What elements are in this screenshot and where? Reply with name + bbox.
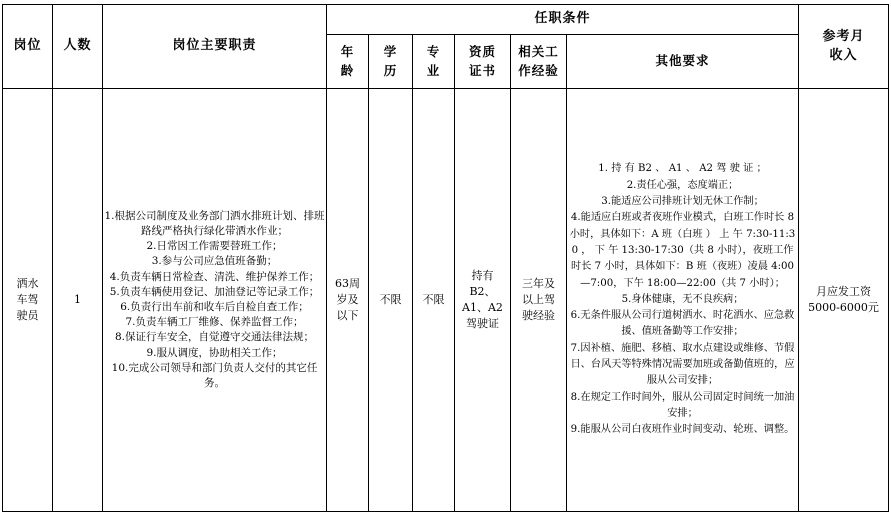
cell-position (3, 89, 53, 512)
other-item: 9.能服从公司白夜班作业时间变动、轮班、调整。 (570, 424, 795, 436)
cell-experience (511, 89, 567, 512)
other-item: 3.能适应公司排班计划无休工作制； (601, 195, 764, 207)
header-age-text: 年龄 (340, 44, 355, 78)
header-headcount: 人数 (53, 5, 103, 89)
header-major (413, 35, 455, 89)
header-age (327, 35, 369, 89)
other-item: 2.责任心强，态度端正； (626, 179, 739, 191)
other-item: 6.无条件服从公司行道树洒水、时花洒水、应急救援、值班备勤等工作安排； (570, 310, 795, 338)
other-item: 4.能适应白班或者夜班作业模式，白班工作时长 8 小时，具体如下：A 班（白班 ） 上 午 7:30-11:30 ， 下 午 13:30-17:30（共 8 小时），夜班工作时长 7 小时，具体如下：B 班（夜班）凌晨 4:00—7:00，下午 18:00—22:00（共 7 小时）； (569, 212, 796, 289)
header-major-text: 专业 (426, 44, 441, 78)
income-text: 月应发工资5000-6000元 (808, 285, 879, 314)
header-other: 其他要求 (567, 35, 799, 89)
experience-text: 三年及以上驾驶经验 (522, 277, 555, 322)
duty-item: 4.负责车辆日常检查、清洗、维护保养工作； (109, 270, 320, 283)
duty-item: 1.根据公司制度及业务部门洒水排班计划、排班路线严格执行绿化带洒水作业； (104, 209, 325, 237)
cell-education: 不限 (369, 89, 413, 512)
header-duties: 岗位主要职责 (103, 5, 327, 89)
cell-duties (103, 89, 327, 512)
other-item: 8.在规定工作时间外，服从公司固定时间统一加油安排； (570, 391, 795, 420)
other-item: 5.身体健康，无不良疾病； (621, 293, 744, 305)
cell-major: 不限 (413, 89, 455, 512)
header-certificate (455, 35, 511, 89)
header-experience-text: 相关工作经验 (518, 44, 559, 78)
duty-item: 3.参与公司应急值班备勤； (151, 255, 278, 268)
header-education-text: 学历 (383, 44, 398, 78)
header-experience (511, 35, 567, 89)
position-text: 洒水车驾驶员 (16, 277, 39, 322)
duty-item: 2.日常因工作需要替班工作； (146, 240, 283, 253)
other-item: 1. 持 有 B2 、 A1 、 A2 驾 驶 证 ； (598, 163, 767, 175)
duty-item: 8.保证行车安全，自觉遵守交通法律法规； (114, 331, 315, 344)
age-text: 63周岁及以下 (335, 277, 360, 322)
header-requirements: 任职条件 (327, 5, 799, 35)
cell-age (327, 89, 369, 512)
header-position: 岗位 (3, 5, 53, 89)
duty-item: 10.完成公司领导和部门负责人交付的其它任务。 (111, 361, 318, 390)
header-income-text: 参考月收入 (822, 28, 865, 63)
job-requirements-table (2, 4, 889, 512)
header-income (799, 5, 889, 89)
table-row (3, 89, 889, 512)
cell-certificate (455, 89, 511, 512)
duty-item: 7.负责车辆工厂维修、保养监督工作； (125, 316, 304, 329)
other-item: 7.因补植、施肥、移植、取水点建设或维修、节假日、台风天等特殊情况需要加班或备勤值班的，应服从公司安排； (570, 342, 795, 387)
duty-item: 6.负责行出车前和收车后自检自查工作； (120, 301, 309, 313)
cell-other (567, 89, 799, 512)
header-certificate-text: 资质证书 (468, 44, 496, 78)
cell-income (799, 89, 889, 512)
duty-item: 9.服从调度，协助相关工作； (146, 346, 283, 359)
cell-headcount: 1 (53, 89, 103, 512)
certificate-text: 持有B2、A1、A2驾驶证 (462, 269, 503, 330)
header-education (369, 35, 413, 89)
duty-item: 5.负责车辆使用登记、加油登记等记录工作； (109, 285, 320, 298)
